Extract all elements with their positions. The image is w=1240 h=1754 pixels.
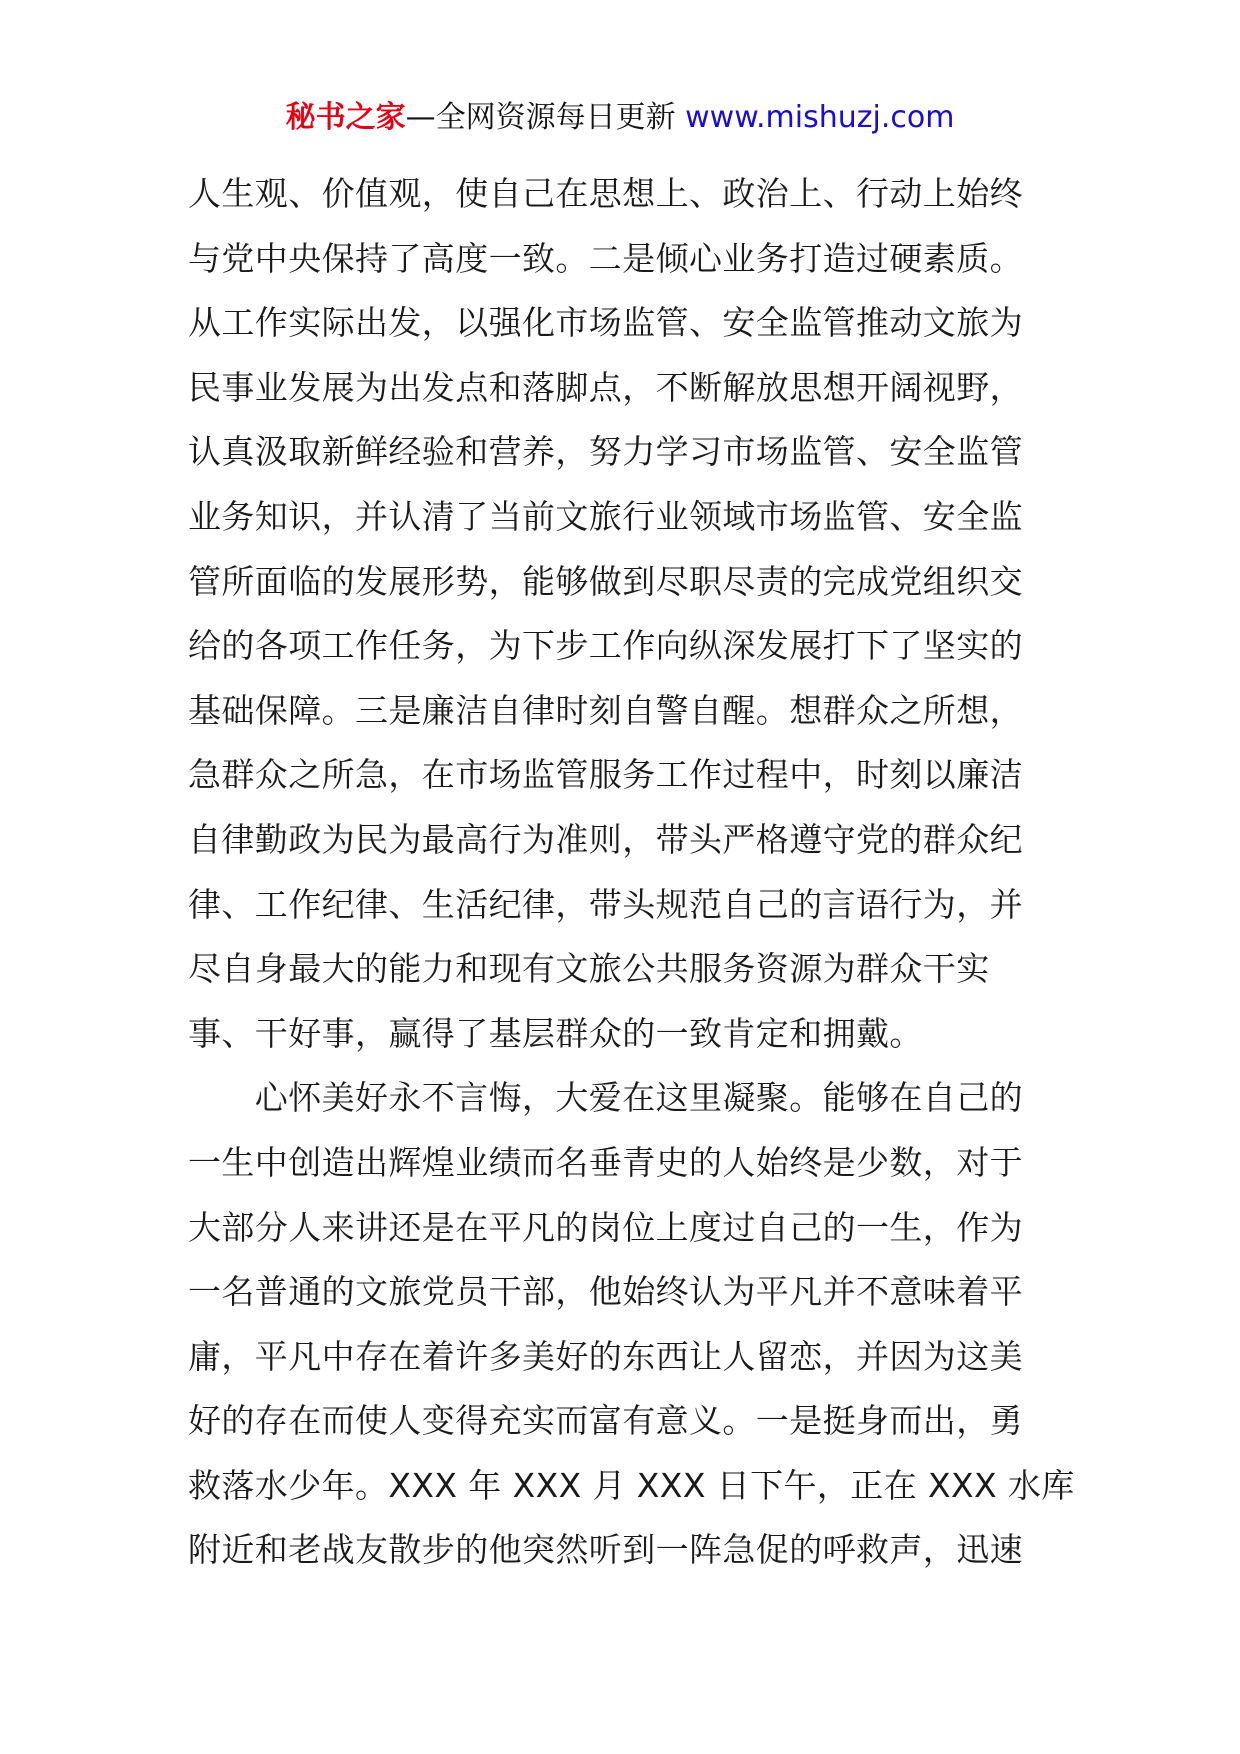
- text-line: 从工作实际出发，以强化市场监管、安全监管推动文旅为: [188, 303, 1023, 343]
- text-line: 尽自身最大的能力和现有文旅公共服务资源为群众干实: [188, 949, 990, 989]
- header-slogan: —全网资源每日更新: [405, 100, 676, 135]
- text-line: 给的各项工作任务，为下步工作向纵深发展打下了坚实的: [188, 626, 1023, 666]
- text-line: 自律勤政为民为最高行为准则，带头严格遵守党的群众纪: [188, 819, 1023, 859]
- text-line: 急群众之所急，在市场监管服务工作过程中，时刻以廉洁: [188, 755, 1023, 795]
- page-header: [0, 98, 1240, 138]
- text-line: 一生中创造出辉煌业绩而名垂青史的人始终是少数，对于: [188, 1142, 1023, 1182]
- text-line: 好的存在而使人变得充实而富有意义。一是挺身而出，勇: [188, 1401, 1023, 1441]
- text-line: 附近和老战友散步的他突然听到一阵急促的呼救声，迅速: [188, 1530, 1023, 1570]
- document-body: [188, 162, 1075, 1583]
- text-line: 大部分人来讲还是在平凡的岗位上度过自己的一生，作为: [188, 1207, 1023, 1247]
- text-line: 认真汲取新鲜经验和营养，努力学习市场监管、安全监管: [188, 432, 1023, 472]
- text-line: 心怀美好永不言悔，大爱在这里凝聚。能够在自己的: [188, 1078, 1023, 1118]
- text-line: 管所面临的发展形势，能够做到尽职尽责的完成党组织交: [188, 561, 1023, 601]
- text-line: 救落水少年。XXX 年 XXX 月 XXX 日下午，正在 XXX 水库: [188, 1465, 1075, 1505]
- text-line: 民事业发展为出发点和落脚点，不断解放思想开阔视野，: [188, 367, 1023, 407]
- site-url-link[interactable]: www.mishuzj.com: [685, 100, 955, 135]
- text-line: 事、干好事，赢得了基层群众的一致肯定和拥戴。: [188, 1013, 923, 1053]
- text-line: 律、工作纪律、生活纪律，带头规范自己的言语行为，并: [188, 884, 1023, 924]
- text-line: 人生观、价值观，使自己在思想上、政治上、行动上始终: [188, 174, 1023, 213]
- text-line: 基础保障。三是廉洁自律时刻自警自醒。想群众之所想，: [188, 690, 1023, 730]
- text-line: 庸，平凡中存在着许多美好的东西让人留恋，并因为这美: [188, 1336, 1023, 1376]
- brand-name: 秘书之家: [285, 100, 406, 135]
- text-line: 业务知识，并认清了当前文旅行业领域市场监管、安全监: [188, 496, 1023, 536]
- text-line: 与党中央保持了高度一致。二是倾心业务打造过硬素质。: [188, 238, 1023, 278]
- text-line: 一名普通的文旅党员干部，他始终认为平凡并不意味着平: [188, 1272, 1023, 1312]
